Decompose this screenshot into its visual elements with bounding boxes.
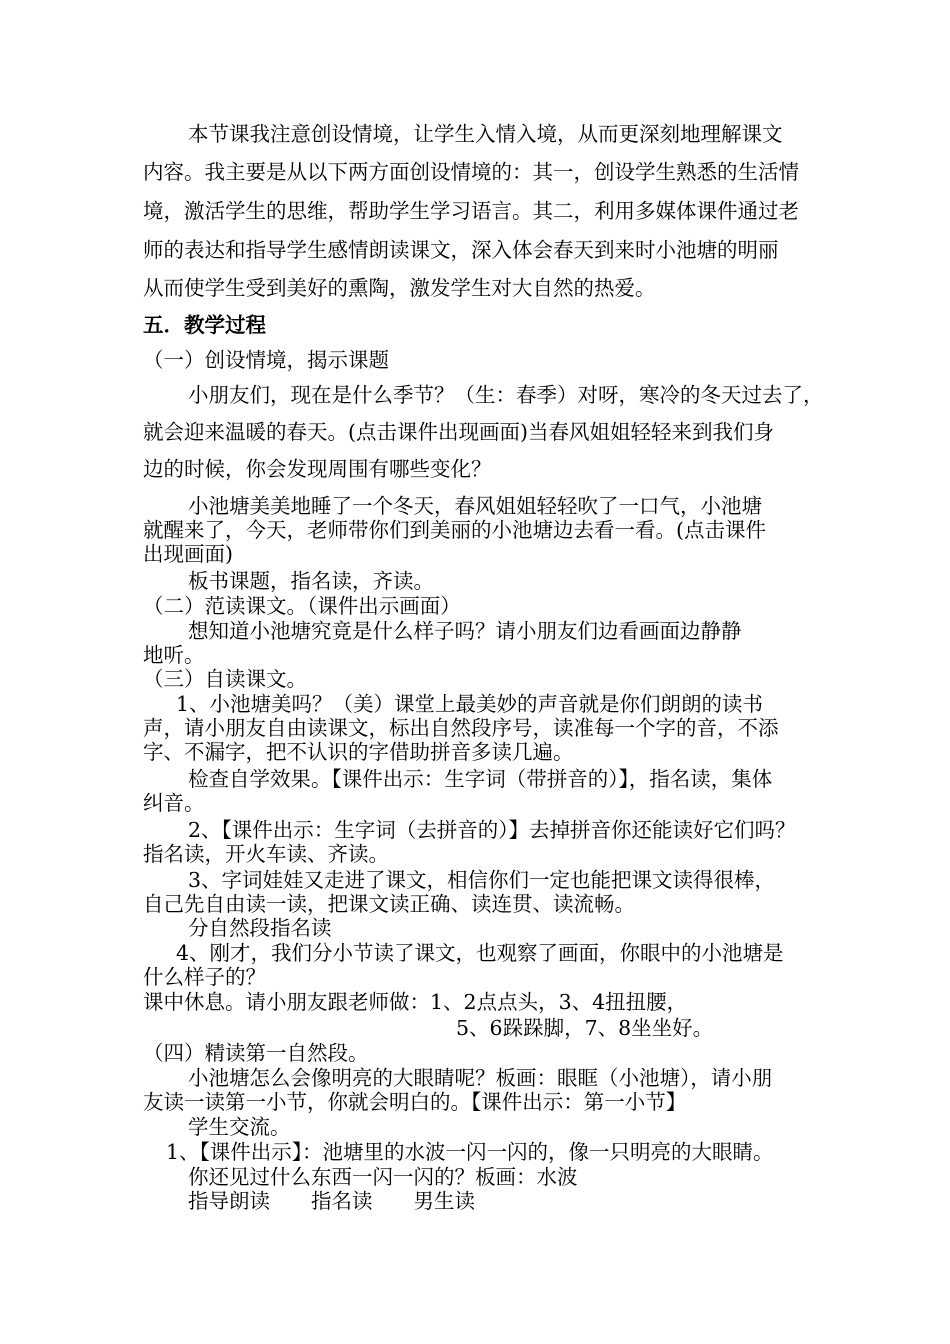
paragraph-line: 想知道小池塘究竟是什么样子吗？请小朋友们边看画面边静静: [188, 619, 742, 643]
paragraph-line: 出现画面): [143, 542, 233, 566]
paragraph-line: 课中休息。请小朋友跟老师做：1、2点点头，3、4扭扭腰，: [143, 990, 688, 1014]
paragraph-line: 1、【课件出示】：池塘里的水波一闪一闪的，像一只明亮的大眼睛。: [166, 1140, 774, 1164]
paragraph-line: 内容。我主要是从以下两方面创设情境的：其一，创设学生熟悉的生活情: [143, 160, 799, 184]
subsection-heading: （二）范读课文。（课件出示画面）: [143, 594, 461, 618]
paragraph-line: 自己先自由读一读，把课文读正确、读连贯、读流畅。: [143, 892, 635, 916]
paragraph-line: 从而使学生受到美好的熏陶，激发学生对大自然的热爱。: [143, 276, 656, 300]
paragraph-line: 检查自学效果。【课件出示：生字词（带拼音的）】，指名读，集体: [188, 767, 773, 791]
paragraph-line: 学生交流。: [188, 1115, 291, 1139]
paragraph-line: 指导朗读 指名读 男生读: [188, 1189, 475, 1213]
paragraph-line: 本节课我注意创设情境，让学生入情入境，从而更深刻地理解课文: [188, 122, 783, 146]
paragraph-line: 板书课题，指名读，齐读。: [188, 569, 434, 593]
paragraph-line: 小池塘怎么会像明亮的大眼睛呢？板画：眼眶（小池塘），请小朋: [188, 1066, 773, 1090]
subsection-heading: （三）自读课文。: [143, 667, 307, 691]
subsection-heading: （一）创设情境，揭示课题: [143, 348, 389, 372]
paragraph-line: 指名读，开火车读、齐读。: [143, 842, 389, 866]
paragraph-line: 师的表达和指导学生感情朗读课文，深入体会春天到来时小池塘的明丽: [143, 238, 779, 262]
paragraph-line: 分自然段指名读: [188, 916, 332, 940]
paragraph-line: 声，请小朋友自由读课文，标出自然段序号，读准每一个字的音，不添: [143, 716, 779, 740]
subsection-heading: （四）精读第一自然段。: [143, 1041, 369, 1065]
paragraph-line: 小池塘美美地睡了一个冬天，春风姐姐轻轻吹了一口气，小池塘: [188, 494, 762, 518]
paragraph-line: 就醒来了，今天，老师带你们到美丽的小池塘边去看一看。(点击课件: [143, 518, 766, 542]
paragraph-line: 地听。: [143, 643, 205, 667]
paragraph-line: 边的时候，你会发现周围有哪些变化？: [143, 457, 492, 481]
paragraph-line: 字、不漏字，把不认识的字借助拼音多读几遍。: [143, 740, 574, 764]
paragraph-line: 就会迎来温暖的春天。(点击课件出现画面)当春风姐姐轻轻来到我们身: [143, 420, 774, 444]
paragraph-line: 什么样子的？: [143, 965, 266, 989]
paragraph-line: 4、刚才，我们分小节读了课文，也观察了画面，你眼中的小池塘是: [176, 941, 784, 965]
paragraph-line: 2、【课件出示：生字词（去拼音的）】去掉拼音你还能读好它们吗？: [188, 818, 796, 842]
paragraph-line: 5、6跺跺脚，7、8坐坐好。: [456, 1016, 714, 1040]
paragraph-line: 友读一读第一小节，你就会明白的。【课件出示：第一小节】: [143, 1090, 687, 1114]
paragraph-line: 纠音。: [143, 791, 205, 815]
paragraph-line: 小朋友们，现在是什么季节？（生：春季）对呀，寒冷的冬天过去了，: [188, 383, 824, 407]
paragraph-line: 3、字词娃娃又走进了课文，相信你们一定也能把课文读得很棒，: [188, 868, 776, 892]
paragraph-line: 境，激活学生的思维，帮助学生学习语言。其二，利用多媒体课件通过老: [143, 199, 799, 223]
section-heading: 五．教学过程: [143, 313, 266, 337]
paragraph-line: 你还见过什么东西一闪一闪的？板画：水波: [188, 1165, 578, 1189]
paragraph-line: 1、小池塘美吗？（美）课堂上最美妙的声音就是你们朗朗的读书: [176, 692, 764, 716]
